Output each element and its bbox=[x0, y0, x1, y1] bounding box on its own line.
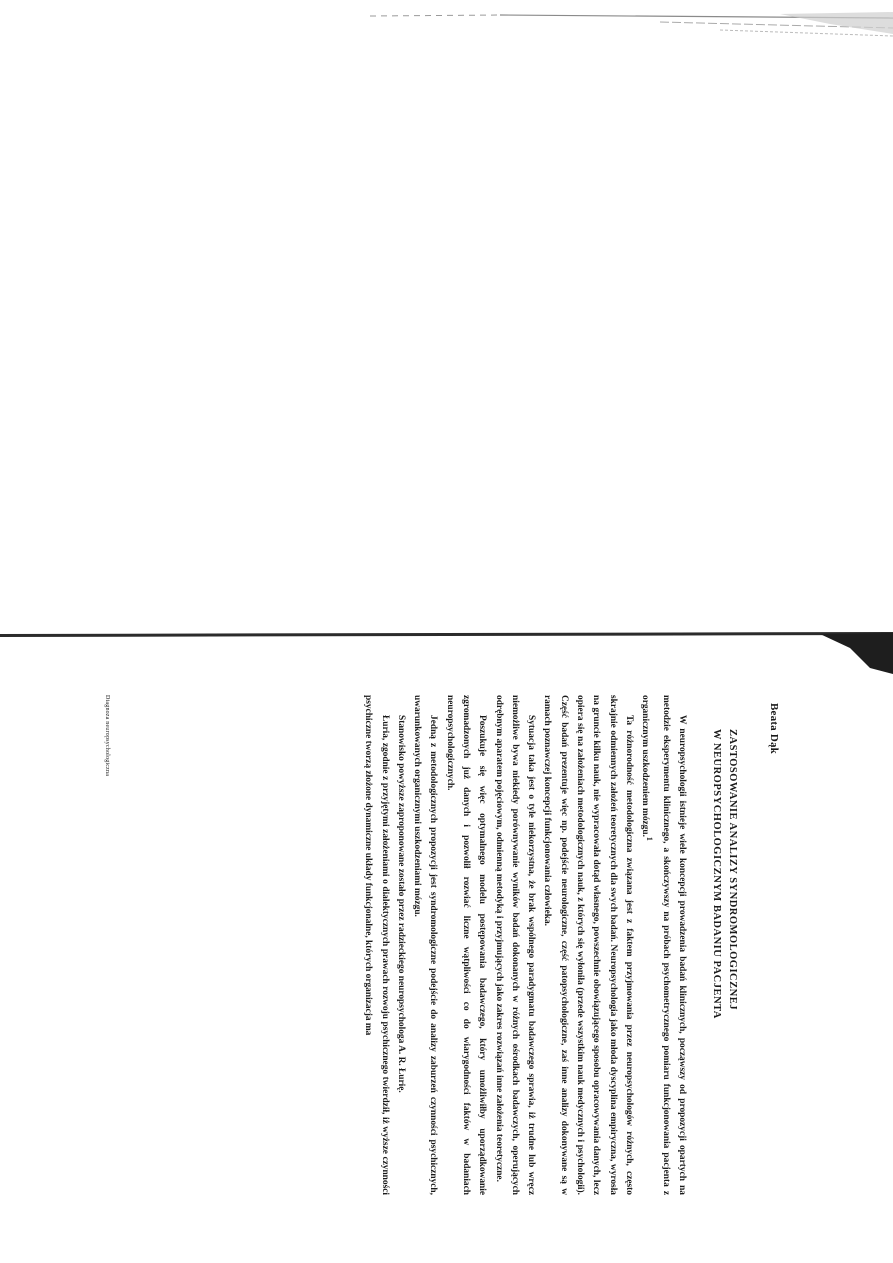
paragraph-4: Poszukuje się więc optymalnego modelu postępowania badawczego, który umożliwiłby uporządkowanie zgromadzonych już danych i pozwolił rozwiać liczne wątpliwości co do wiarygodności faktów w badaniach neuropsychologicznych. bbox=[444, 695, 488, 1195]
paragraph-3: Sytuacja taka jest o tyle niekorzystna, że brak wspólnego paradygmatu badawczego sprawia, iż trudne lub wręcz niemożliwe bywa niekiedy porównywanie wyników badań dokonanych w różnych ośrodkach badawczych, operujących odrębnym aparatem pojęciowym, odmienną metodyką i przyjmujących jako zakres rozwiązań inne założenia teoretyczne. bbox=[493, 695, 537, 1195]
paragraph-7: Łuria, zgodnie z przyjętymi założeniami o dialektycznych prawach rozwoju psychicznego twierdził, iż wyższe czynności psychiczne tworzą złożone dynamiczne układy funkcjonalne, których organizacja ma bbox=[363, 695, 390, 1195]
scan-edge-mid bbox=[0, 628, 893, 678]
scan-edge-top bbox=[360, 10, 893, 40]
author-name: Beata Dąk bbox=[768, 703, 780, 754]
rotated-page bbox=[90, 695, 890, 1195]
title-line-1: ZASTOSOWANIE ANALIZY SYNDROMOLOGICZNEJ bbox=[727, 729, 738, 1010]
article-body bbox=[360, 695, 690, 1195]
title-line-2: W NEUROPSYCHOLOGICZNYM BADANIU PACJENTA bbox=[711, 729, 722, 1019]
document-page bbox=[90, 695, 890, 1195]
paragraph-5: Jedną z metodologicznych propozycji jest syndromologiczne podejście do analizy zaburzeń czynności psychicznych, uwarunkowanych organicznymi uszkodzeniami mózgu. bbox=[412, 695, 439, 1195]
article-title bbox=[708, 729, 740, 1169]
paragraph-6: Stanowisko powyższe zaproponowane zostało przez radzieckiego neuropsychologa A. R. Łurię. bbox=[395, 715, 406, 1093]
page-footer: Diagnoza neuropsychologiczna bbox=[104, 695, 110, 777]
paragraph-1: W neuropsychologii istnieje wiele koncepcji prowadzenia badań klinicznych, począwszy od propozycji opartych na metodzie eksperymentu klinicznego, a skończywszy na próbach psychometrycznego pomiaru funkcjonowania pacjenta z organicznym uszkodzeniem mózgu.1 bbox=[640, 695, 687, 1195]
paragraph-2: Ta różnorodność metodologiczna związana jest z faktem przyjmowania przez neuropsychologów różnych, często skrajnie odmiennych założeń teoretycznych dla swych badań. Neuropsychologia jako młoda dyscyplina empiryczna, wyrosła na gruncie kilku nauk, nie wypracowała dotąd własnego, powszechnie obowiązującego sposobu opracowywania danych, lecz opiera się na założeniach metodologicznych nauk, z których się wyłoniła (przede wszystkim nauk medycznych i psychologii). Część badań prezentuje więc np. podejście neurologiczne, część patopsychologiczne, zaś inne analizy dokonywane są w ramach poznawczej koncepcji funkcjonowania człowieka. bbox=[542, 695, 634, 1195]
footnote-mark: 1 bbox=[645, 836, 655, 841]
